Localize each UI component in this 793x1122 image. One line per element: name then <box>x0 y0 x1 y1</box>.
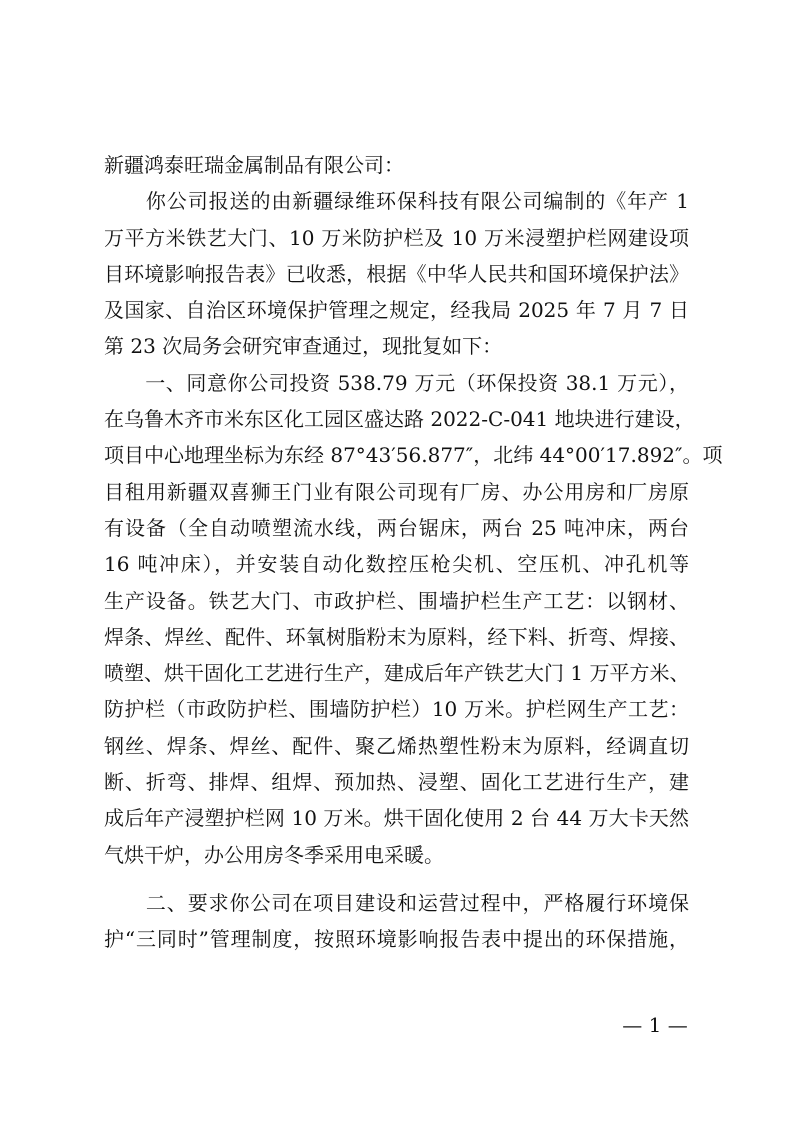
page-number: — 1 — <box>622 1013 688 1037</box>
text-line: 项目中心地理坐标为东经 87°43′56.877″，北纬 44°00′17.892″。项 <box>104 443 723 468</box>
paragraph-item-two <box>104 885 689 958</box>
paragraph-item-one <box>104 365 723 873</box>
text-line: 在乌鲁木齐市米东区化工园区盛达路 2022-C-041 地块进行建设， <box>104 407 695 432</box>
text-line: 16 吨冲床），并安装自动化数控压枪尖机、空压机、冲孔机等 <box>104 552 689 577</box>
text-line: 焊条、焊丝、配件、环氧树脂粉末为原料，经下料、折弯、焊接、 <box>104 624 689 649</box>
text-line: 气烘干炉，办公用房冬季采用电采暖。 <box>104 842 444 867</box>
text-line: 一、同意你公司投资 538.79 万元（环保投资 38.1 万元）， <box>104 370 689 395</box>
text-line: 防护栏（市政防护栏、围墙防护栏）10 万米。护栏网生产工艺： <box>104 697 689 722</box>
text-line: 第 23 次局务会研究审查通过，现批复如下： <box>104 334 503 359</box>
text-line: 成后年产浸塑护栏网 10 万米。烘干固化使用 2 台 44 万大卡天然 <box>104 806 689 831</box>
addressee-line: 新疆鸿泰旺瑞金属制品有限公司： <box>104 153 404 177</box>
paragraph-intro <box>104 183 689 364</box>
text-line: 护“三同时”管理制度，按照环境影响报告表中提出的环保措施， <box>104 927 689 952</box>
text-line: 目租用新疆双喜狮王门业有限公司现有厂房、办公用房和厂房原 <box>104 479 689 504</box>
text-line: 生产设备。铁艺大门、市政护栏、围墙护栏生产工艺：以钢材、 <box>104 588 689 613</box>
text-line: 及国家、自治区环境保护管理之规定，经我局 2025 年 7 月 7 日 <box>104 298 689 323</box>
text-line: 二、要求你公司在项目建设和运营过程中，严格履行环境保 <box>104 890 689 915</box>
text-line: 目环境影响报告表》已收悉，根据《中华人民共和国环境保护法》 <box>104 261 689 286</box>
text-line: 断、折弯、排焊、组焊、预加热、浸塑、固化工艺进行生产，建 <box>104 770 689 795</box>
text-line: 钢丝、焊条、焊丝、配件、聚乙烯热塑性粉末为原料，经调直切 <box>104 733 689 758</box>
paragraph-spacer <box>104 873 689 885</box>
text-line: 万平方米铁艺大门、10 万米防护栏及 10 万米浸塑护栏网建设项 <box>104 225 689 250</box>
document-body <box>104 147 723 958</box>
text-line: 喷塑、烘干固化工艺进行生产，建成后年产铁艺大门 1 万平方米、 <box>104 661 690 686</box>
text-line: 有设备（全自动喷塑流水线，两台锯床，两台 25 吨冲床，两台 <box>104 515 689 540</box>
text-line: 你公司报送的由新疆绿维环保科技有限公司编制的《年产 1 <box>104 189 689 214</box>
